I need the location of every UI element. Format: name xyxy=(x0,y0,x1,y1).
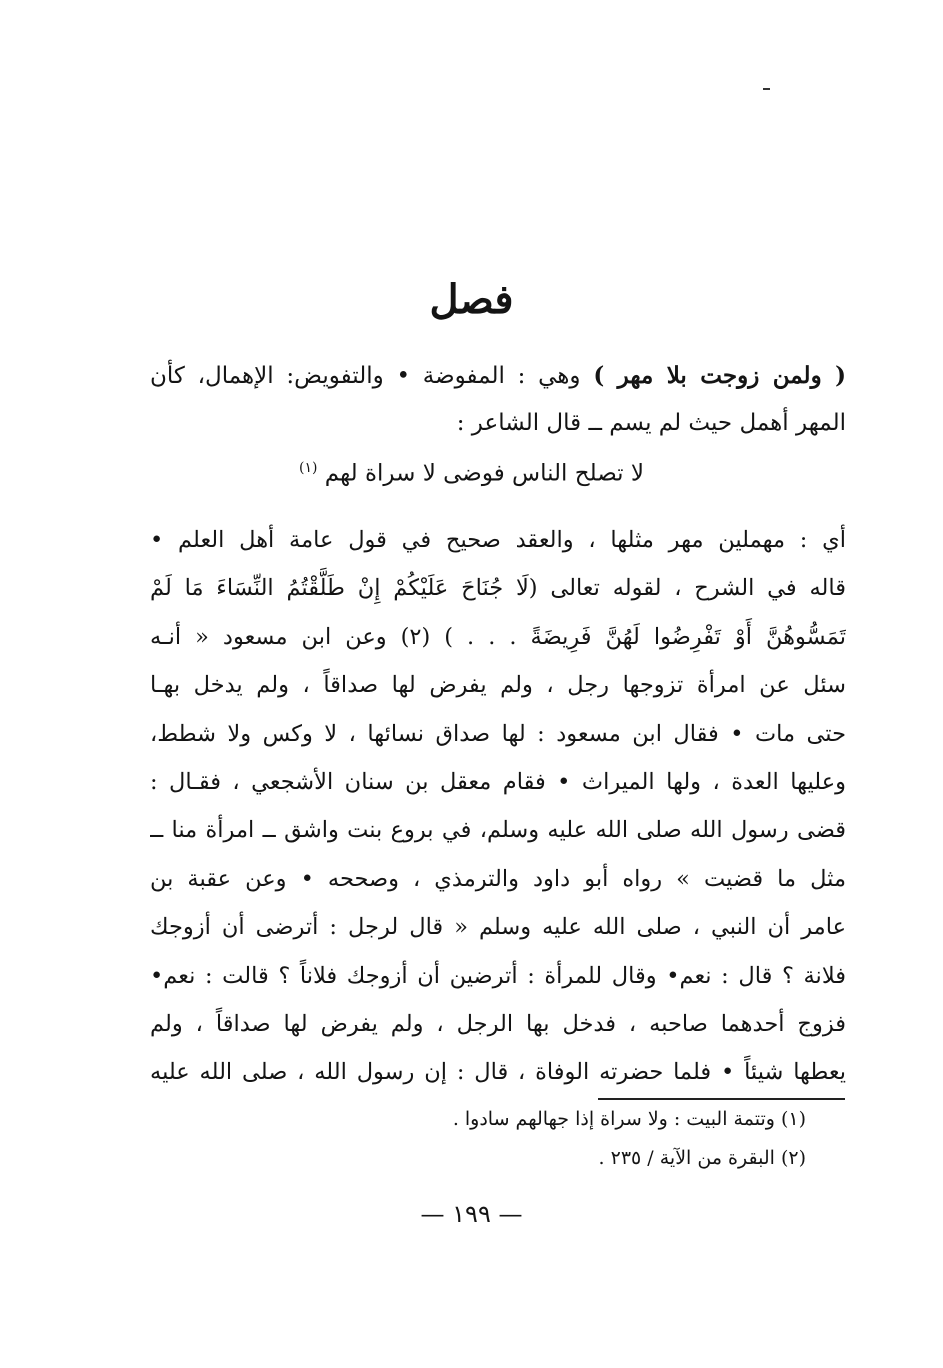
footnote-separator xyxy=(598,1098,845,1100)
body-line: سئل عن امرأة تزوجها رجل ، ولم يفرض لها صداقاً ، ولم يدخل بهـا xyxy=(150,672,846,699)
page-number: — ١٩٩ — xyxy=(420,1200,523,1228)
footnote-marker-1: (١) xyxy=(298,460,318,476)
intro-line-1 xyxy=(150,362,846,389)
body-line: حتى مات • فقال ابن مسعود : لها صداق نسائها ، لا وكس ولا شطط، xyxy=(150,720,846,747)
body-line: قضى رسول الله صلى الله عليه وسلم، في بروع بنت واشق ــ امرأة منا ــ xyxy=(150,817,846,844)
body-paragraph xyxy=(150,516,846,1097)
body-line: قاله في الشرح ، لقوله تعالى (لَا جُنَاحَ عَلَيْكُمْ إِنْ طَلَّقْتُمُ النِّسَاءَ مَا لَمْ xyxy=(150,575,846,602)
body-line: يعطها شيئاً • فلما حضرته الوفاة ، قال : إن رسول الله ، صلى الله عليه xyxy=(150,1059,846,1086)
body-line: فزوج أحدهما صاحبه ، فدخل بها الرجل ، ولم يفرض لها صداقاً ، ولم xyxy=(150,1010,846,1037)
intro-line-1-text: وهي : المفوضة • والتفويض: الإهمال، كأن xyxy=(150,363,581,389)
body-line: فلانة ؟ قال : نعم• وقال للمرأة : أترضين أن أزوجك فلاناً ؟ قالت : نعم• xyxy=(150,962,846,989)
footnote-2: (٢) البقرة من الآية / ٢٣٥ . xyxy=(598,1147,806,1169)
body-line: أي : مهملين مهر مثلها ، والعقد صحيح في قول عامة أهل العلم • xyxy=(150,527,846,553)
body-line: مثل ما قضيت » رواه أبو داود والترمذي ، وصححه • وعن عقبة بن xyxy=(150,865,846,892)
verse-text: لا تصلح الناس فوضى لا سراة لهم xyxy=(324,460,644,487)
body-line: وعليها العدة ، ولها الميراث • فقام معقل بن سنان الأشجعي ، فقـال : xyxy=(150,768,846,795)
body-line: تَمَسُّوهُنَّ أَوْ تَفْرِضُوا لَهُنَّ فَرِيضَةً . . . ) (٢) وعن ابن مسعود « أنـه xyxy=(150,623,846,650)
section-heading: فصل xyxy=(429,276,514,323)
intro-bold-phrase: ( ولمن زوجت بلا مهر ) xyxy=(593,362,847,389)
poetry-verse xyxy=(0,460,943,487)
footnote-1: (١) وتتمة البيت : ولا سراة إذا جهالهم سادوا . xyxy=(452,1108,806,1130)
body-line: عامر أن النبي ، صلى الله عليه وسلم « قال لرجل : أترضى أن أزوجك xyxy=(150,914,846,941)
ink-speck xyxy=(763,88,770,90)
intro-line-2: المهر أهمل حيث لم يسم ــ قال الشاعر : xyxy=(456,410,846,436)
